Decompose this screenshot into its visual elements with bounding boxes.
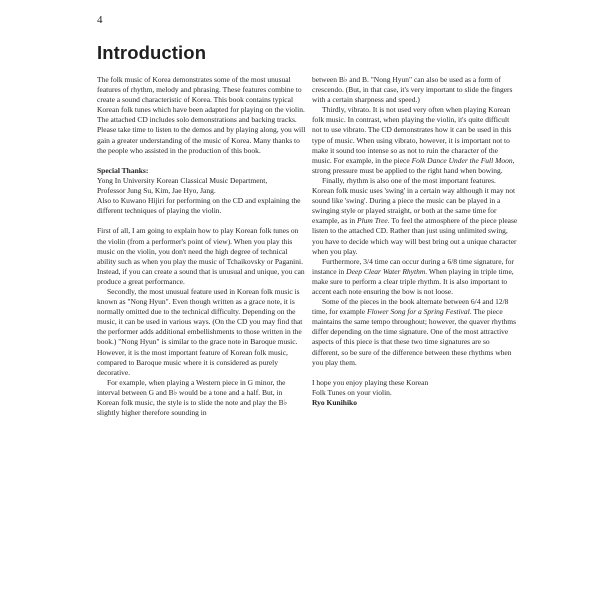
rhythm-paragraph: Finally, rhythm is also one of the most important features. Korean folk music uses 'swing' in a certain way although it may not sound like 'swing'. During a piece the music can be played in a swinging style or played straight, or both at the same time for example, as in Plum Tree. To feel the atmosphere of the piece please listen to the attached CD. Rather than just using unlimited swing, you have to decide which way will best bring out a unique character when you play. (312, 175, 518, 256)
right-column (312, 75, 518, 408)
thanks-line-3: Also to Kuwano Hijiri for performing on the CD and explaining the different techniques of playing the violin. (97, 196, 301, 216)
piece-title: Folk Dance Under the Full Moon (411, 155, 513, 165)
author-signature: Ryo Kunihiko (312, 398, 357, 407)
page-title: Introduction (97, 42, 207, 63)
page-number: 4 (97, 14, 103, 26)
thanks-line-1: Yong In University Korean Classical Music Department, (97, 175, 268, 185)
piece-title: Flower Song for a Spring Festival (366, 307, 470, 317)
nong-hyun-paragraph: Secondly, the most unusual feature used in Korean folk music is known as "Nong Hyun". Even though written as a grace note, it is normally omitted due to the technical difficulty. Depending on the music, it can be used in various ways. (On the CD you may find that the performer adds additional embellishments to those written in the book.) "Nong Hyun" is similar to the grace note in Baroque music. However, it is the most important feature of Korean folk music, compared to Baroque music where it is considered as purely decorative. (97, 286, 303, 377)
time-signature-paragraph: Furthermore, 3/4 time can occur during a 6/8 time signature, for instance in Deep Clear Water Rhythm. When playing in triple time, make sure to perform a clear triple rhythm. It is also important to accent each note ensuring the bow is not loose. (312, 256, 515, 296)
crescendo-paragraph: between B♭ and B. "Nong Hyun" can also be used as a form of crescendo. (But, in that case, it's very important to slide the fingers with a certain sharpness and speed.) (312, 75, 513, 105)
alternating-time-paragraph: Some of the pieces in the book alternate between 6/4 and 12/8 time, for example Flower Song for a Spring Festival. The piece maintains the same tempo throughout; however, the quaver rhythms differ depending on the time signature. One of the most attractive aspects of this piece is that these two time signatures are so different, so be sure of the difference between these rhythms when you play them. (312, 297, 517, 367)
closing-line-2: Folk Tunes on your violin. (312, 387, 392, 397)
example-paragraph: For example, when playing a Western piece in G minor, the interval between G and B♭ would be a tone and a half. But, in Korean folk music, the style is to slide the note and play the B♭ slightly higher therefore sounding in (97, 377, 288, 418)
performance-paragraph: First of all, I am going to explain how to play Korean folk tunes on the violin (from a performer's point of view). When you play this music on the violin, you don't need the high degree of technical ability such as when you play the music of Tchaikovsky or Paganini. Instead, if you can create a sound that is unusual and unique, you can produce a great performance. (97, 226, 305, 286)
vibrato-paragraph: Thirdly, vibrato. It is not used very often when playing Korean folk music. In contrast, when playing the violin, it's quite difficult not to use vibrato. The CD demonstrates how it can be used in this type of music. When using vibrato, however, it is important not to make it sound too intense so as not to ruin the character of the music. For example, in the piece Folk Dance Under the Full Moon, strong pressure must be applied to the right hand when bowing. (312, 105, 515, 175)
intro-paragraph: The folk music of Korea demonstrates some of the most unusual features of rhythm, melody and phrasing. These features combine to create a sound characteristic of Korea. This book contains typical Korean folk tunes which have been adapted for playing on the violin. The attached CD includes solo demonstrations and backing tracks. Please take time to listen to the demos and by playing along, you will gain a greater understanding of the music of Korea. Many thanks to the people who assisted in the production of this book. (97, 75, 306, 155)
piece-title: Deep Clear Water Rhythm (346, 266, 426, 276)
thanks-line-2: Professor Jung Su, Kim, Jae Hyo, Jang. (97, 186, 216, 196)
closing-line-1: I hope you enjoy playing these Korean (312, 377, 429, 387)
left-column (97, 75, 306, 418)
piece-title: Plum Tree (357, 216, 388, 226)
special-thanks-heading: Special Thanks: (97, 165, 149, 175)
